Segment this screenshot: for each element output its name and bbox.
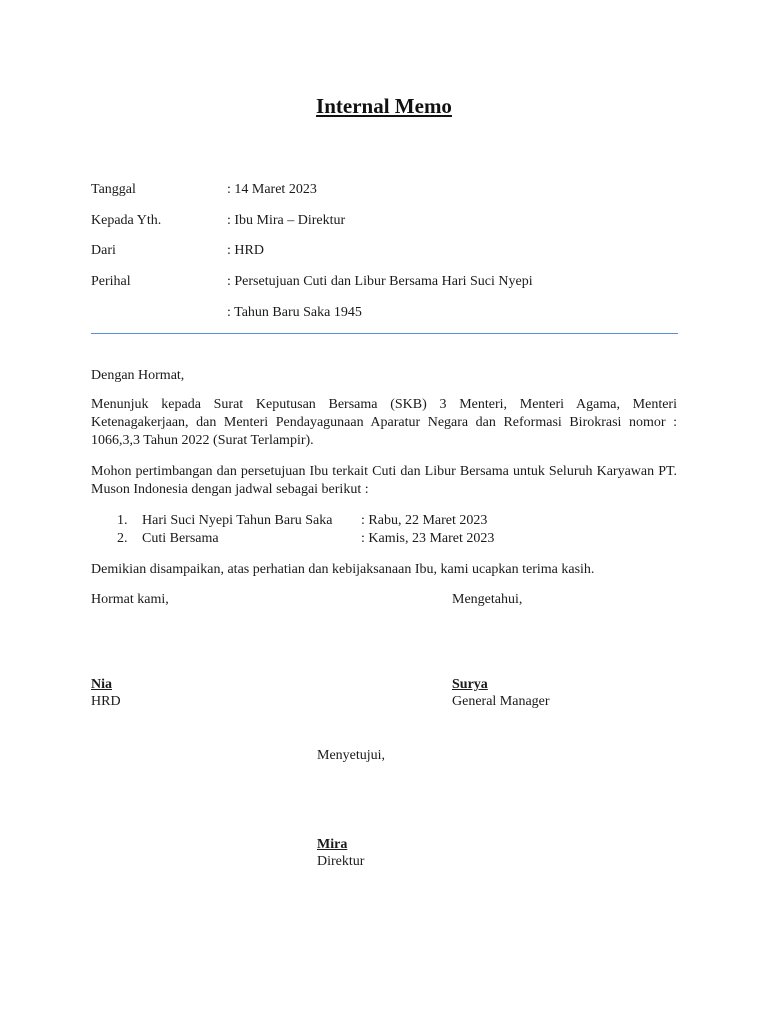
schedule-number: 2.: [117, 531, 128, 546]
signature-caption-center: Menyetujui,: [317, 748, 386, 763]
memo-title: Internal Memo: [316, 94, 452, 118]
meta-row-recipient: [91, 211, 691, 231]
greeting: Dengan Hormat,: [91, 368, 185, 383]
signature-caption-right: Mengetahui,: [452, 592, 523, 607]
signer-role-right: General Manager: [452, 694, 550, 709]
header-divider: [91, 333, 678, 334]
schedule-description: Hari Suci Nyepi Tahun Baru Saka: [142, 513, 333, 528]
schedule-number: 1.: [117, 513, 128, 528]
meta-value-sender: : HRD: [227, 243, 264, 258]
meta-row-subject: [91, 272, 691, 292]
meta-value-recipient: : Ibu Mira – Direktur: [227, 213, 346, 228]
paragraph-request: Mohon pertimbangan dan persetujuan Ibu terkait Cuti dan Libur Bersama untuk Seluruh Karyawan PT. Muson Indonesia dengan jadwal sebagai berikut :: [91, 464, 677, 497]
schedule-date: : Kamis, 23 Maret 2023: [361, 531, 495, 546]
meta-value-date: : 14 Maret 2023: [227, 182, 317, 197]
meta-value-subject-continued: : Tahun Baru Saka 1945: [227, 305, 362, 320]
signature-caption-left: Hormat kami,: [91, 592, 169, 607]
meta-label-sender: Dari: [91, 243, 116, 258]
signer-name-left: Nia: [91, 677, 112, 692]
closing-statement: Demikian disampaikan, atas perhatian dan kebijaksanaan Ibu, kami ucapkan terima kasih.: [91, 562, 595, 577]
meta-row-sender: [91, 241, 691, 261]
signer-name-right: Surya: [452, 677, 488, 692]
meta-label-subject: Perihal: [91, 274, 131, 289]
schedule-date: : Rabu, 22 Maret 2023: [361, 513, 488, 528]
meta-label-recipient: Kepada Yth.: [91, 213, 162, 228]
paragraph-reference: Menunjuk kepada Surat Keputusan Bersama (SKB) 3 Menteri, Menteri Agama, Menteri Ketenagakerjaan, dan Menteri Pendayagunaan Aparatur Negara dan Reformasi Birokrasi nomor : 1066,3,3 Tahun 2022 (Surat Terlampir).: [91, 397, 677, 448]
meta-value-subject: : Persetujuan Cuti dan Libur Bersama Hari Suci Nyepi: [227, 274, 533, 289]
meta-label-date: Tanggal: [91, 182, 136, 197]
signer-name-center: Mira: [317, 837, 348, 852]
schedule-description: Cuti Bersama: [142, 531, 219, 546]
meta-row-date: [91, 180, 691, 200]
meta-row-subject-continued: [91, 303, 691, 323]
signer-role-center: Direktur: [317, 854, 365, 869]
signer-role-left: HRD: [91, 694, 121, 709]
